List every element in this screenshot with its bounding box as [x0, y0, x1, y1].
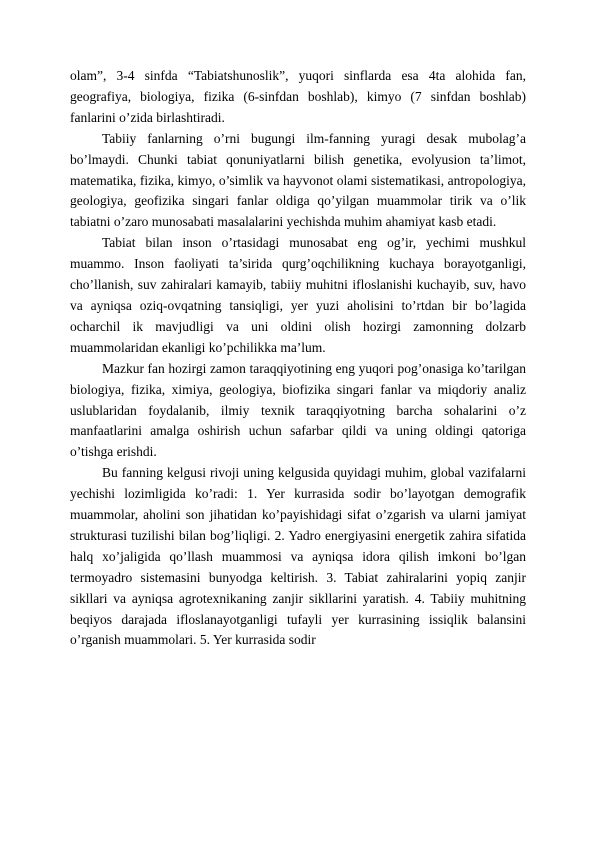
- document-body: [70, 66, 526, 651]
- paragraph-5: Bu fanning kelgusi rivoji uning kelgusida quyidagi muhim, global vazifalarni yechishi lozimligida ko’radi: 1. Yer kurrasida sodir bo’layotgan demografik muammolar, aholini son jihatidan ko’payishidagi sifat o’zgarish va ularni jamiyat strukturasi tuzilishi bilan bog’liqligi. 2. Yadro energiyasini energetik zahira sifatida halq xo’jaligida qo’llash muammosi va ayniqsa idora qilish imkoni bo’lgan termoyadro sistemasini bunyodga keltirish. 3. Tabiat zahiralarini yopiq zanjir sikllari va ayniqsa agrotexnikaning zanjir sikllarini yaratish. 4. Tabiiy muhitning beqiyos darajada ifloslanayotganligi tufayli yer kurrasining issiqlik balansini o’rganish muammolari. 5. Yer kurrasida sodir: [70, 465, 526, 648]
- paragraph-3: Tabiat bilan inson o’rtasidagi munosabat eng og’ir, yechimi mushkul muammo. Inson faoliyati ta’sirida qurg’oqchilikning kuchaya borayotganligi, cho’llanish, suv zahiralari kamayib, tabiiy muhitni ifloslanishi kuchayib, suv, havo va ayniqsa oziq-ovqatning tansiqligi, yer yuzi aholisini to’rtdan bir bo’lagida ocharchil ik mavjudligi va uni oldini olish hozirgi zamonning dolzarb muammolaridan ekanligi ko’pchilikka ma’lum.: [70, 235, 526, 355]
- paragraph-1: olam”, 3-4 sinfda “Tabiatshunoslik”, yuqori sinflarda esa 4ta alohida fan, geografiya, biologiya, fizika (6-sinfdan boshlab), kimyo (7 sinfdan boshlab) fanlarini o’zida birlashtiradi.: [70, 68, 526, 125]
- paragraph-2: Tabiiy fanlarning o’rni bugungi ilm-fanning yuragi desak mubolag’a bo’lmaydi. Chunki tabiat qonuniyatlarni bilish genetika, evolyusion ta’limot, matematika, fizika, kimyo, o’simlik va hayvonot olami sistematikasi, antropologiya, geologiya, geofizika singari fanlar oldiga qo’yilgan muammolar tirik va o’lik tabiatni o’zaro munosabati masalalarini yechishda muhim ahamiyat kasb etadi.: [70, 130, 526, 230]
- paragraph-4: Mazkur fan hozirgi zamon taraqqiyotining eng yuqori pog’onasiga ko’tarilgan biologiya, fizika, ximiya, geologiya, biofizika singari fanlar va miqdoriy analiz uslublaridan foydalanib, ilmiy texnik taraqqiyotning barcha sohalarini o’z manfaatlarini amalga oshirish uchun safarbar qildi va uning oldingi qatoriga o’tishga erishdi.: [70, 360, 526, 460]
